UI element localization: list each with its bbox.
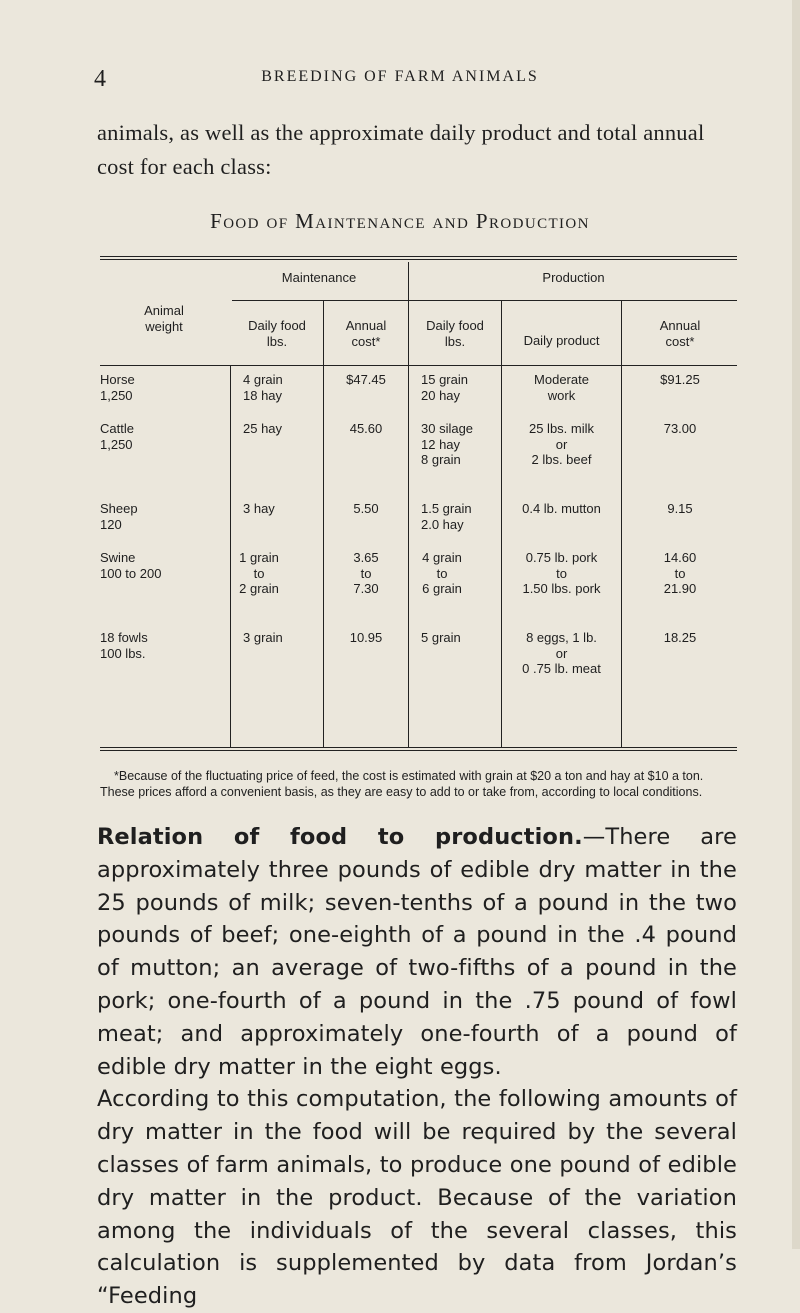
table-cell-animal: Cattle 1,250 bbox=[100, 421, 134, 452]
table-cell-production-annual: 73.00 bbox=[663, 421, 697, 436]
table-cell-production-daily: 15 grain 20 hay bbox=[421, 372, 468, 403]
table-cell-animal: Swine 100 to 200 bbox=[100, 550, 162, 581]
paragraph: According to this computation, the following amounts of dry matter in the food will be required by the several classes of farm animals, to produce one pound of edible dry matter in the product. Because of the variation among the individuals of the several classes, this calculation is supplemented by data from Jordan’s “Feeding bbox=[97, 1086, 737, 1310]
column-divider bbox=[408, 262, 409, 747]
group-header-rule bbox=[232, 300, 737, 301]
table-bottom-rule bbox=[100, 747, 737, 748]
table-cell-maintenance-annual: 3.65 to 7.30 bbox=[353, 550, 379, 596]
column-divider bbox=[230, 365, 231, 747]
table-cell-production-annual: 18.25 bbox=[663, 630, 697, 645]
table-top-rule bbox=[100, 256, 737, 257]
table-cell-animal: 18 fowls 100 lbs. bbox=[100, 630, 148, 661]
table-cell-daily-product: 8 eggs, 1 lb. or 0 .75 lb. meat bbox=[522, 630, 601, 676]
section-heading: Relation of food to production. bbox=[97, 824, 583, 850]
table-cell-maintenance-daily: 1 grain to 2 grain bbox=[239, 550, 279, 596]
table-cell-maintenance-annual: $47.45 bbox=[346, 372, 386, 387]
column-divider bbox=[323, 300, 324, 747]
group-header-production: Production bbox=[542, 270, 605, 285]
header-bottom-rule bbox=[100, 365, 737, 366]
table-cell-production-daily: 5 grain bbox=[421, 630, 461, 645]
table-cell-daily-product: 25 lbs. milk or 2 lbs. beef bbox=[528, 421, 595, 467]
running-title: BREEDING OF FARM ANIMALS bbox=[261, 68, 539, 85]
table-cell-daily-product: 0.75 lb. pork to 1.50 lbs. pork bbox=[522, 550, 601, 596]
column-divider bbox=[621, 300, 622, 747]
table-cell-daily-product: Moderate work bbox=[534, 372, 589, 403]
body-section bbox=[97, 821, 737, 1313]
group-header-maintenance: Maintenance bbox=[281, 270, 357, 285]
table-bottom-rule-2 bbox=[100, 750, 737, 751]
column-header-daily-product: Daily product bbox=[523, 333, 600, 348]
column-header-production-daily: Daily food lbs. bbox=[426, 318, 484, 349]
intro-paragraph: animals, as well as the approximate daily product and total annual cost for each class: bbox=[97, 120, 705, 179]
column-header-maintenance-daily: Daily food lbs. bbox=[248, 318, 306, 349]
table-cell-production-daily: 4 grain to 6 grain bbox=[422, 550, 462, 596]
footnote-text: *Because of the fluctuating price of feed, the cost is estimated with grain at $20 a ton and hay at $10 a ton. These prices afford a convenient basis, as they are easy to add to or take from, according to local conditions. bbox=[100, 769, 704, 799]
table-cell-maintenance-daily: 4 grain 18 hay bbox=[243, 372, 283, 403]
table-cell-maintenance-daily: 25 hay bbox=[243, 421, 283, 436]
table-cell-production-annual: 14.60 to 21.90 bbox=[663, 550, 697, 596]
table-top-rule-2 bbox=[100, 259, 737, 260]
table-cell-production-daily: 30 silage 12 hay 8 grain bbox=[421, 421, 474, 467]
column-header-maintenance-annual: Annual cost* bbox=[345, 318, 387, 349]
table-cell-production-annual: $91.25 bbox=[660, 372, 700, 387]
table-cell-production-annual: 9.15 bbox=[667, 501, 693, 516]
table-cell-maintenance-annual: 10.95 bbox=[349, 630, 383, 645]
page-edge bbox=[792, 0, 800, 1249]
page-number: 4 bbox=[94, 66, 106, 92]
column-header-animal: Animal weight bbox=[144, 303, 184, 334]
paragraph-text: —There are approximately three pounds of edible dry matter in the 25 pounds of milk; seven-tenths of a pound in the two pounds of beef; one-eighth of a pound in the .4 pound of mutton; an average of two-fifths of a pound in the pork; one-fourth of a pound in the .75 pound of fowl meat; and approximately one-fourth of a pound of edible dry matter in the eight eggs. bbox=[97, 824, 737, 1080]
table-cell-animal: Horse 1,250 bbox=[100, 372, 135, 403]
table-cell-production-daily: 1.5 grain 2.0 hay bbox=[421, 501, 472, 532]
table-cell-daily-product: 0.4 lb. mutton bbox=[522, 501, 601, 516]
table-title: Food of Maintenance and Production bbox=[210, 209, 590, 233]
table-cell-maintenance-annual: 45.60 bbox=[349, 421, 383, 436]
paragraph bbox=[97, 821, 737, 1083]
column-divider bbox=[501, 300, 502, 747]
table-cell-maintenance-annual: 5.50 bbox=[353, 501, 379, 516]
table-cell-maintenance-daily: 3 hay bbox=[243, 501, 275, 516]
table-cell-maintenance-daily: 3 grain bbox=[243, 630, 283, 645]
table-cell-animal: Sheep 120 bbox=[100, 501, 138, 532]
column-header-production-annual: Annual cost* bbox=[659, 318, 701, 349]
table-footnote bbox=[100, 768, 740, 800]
